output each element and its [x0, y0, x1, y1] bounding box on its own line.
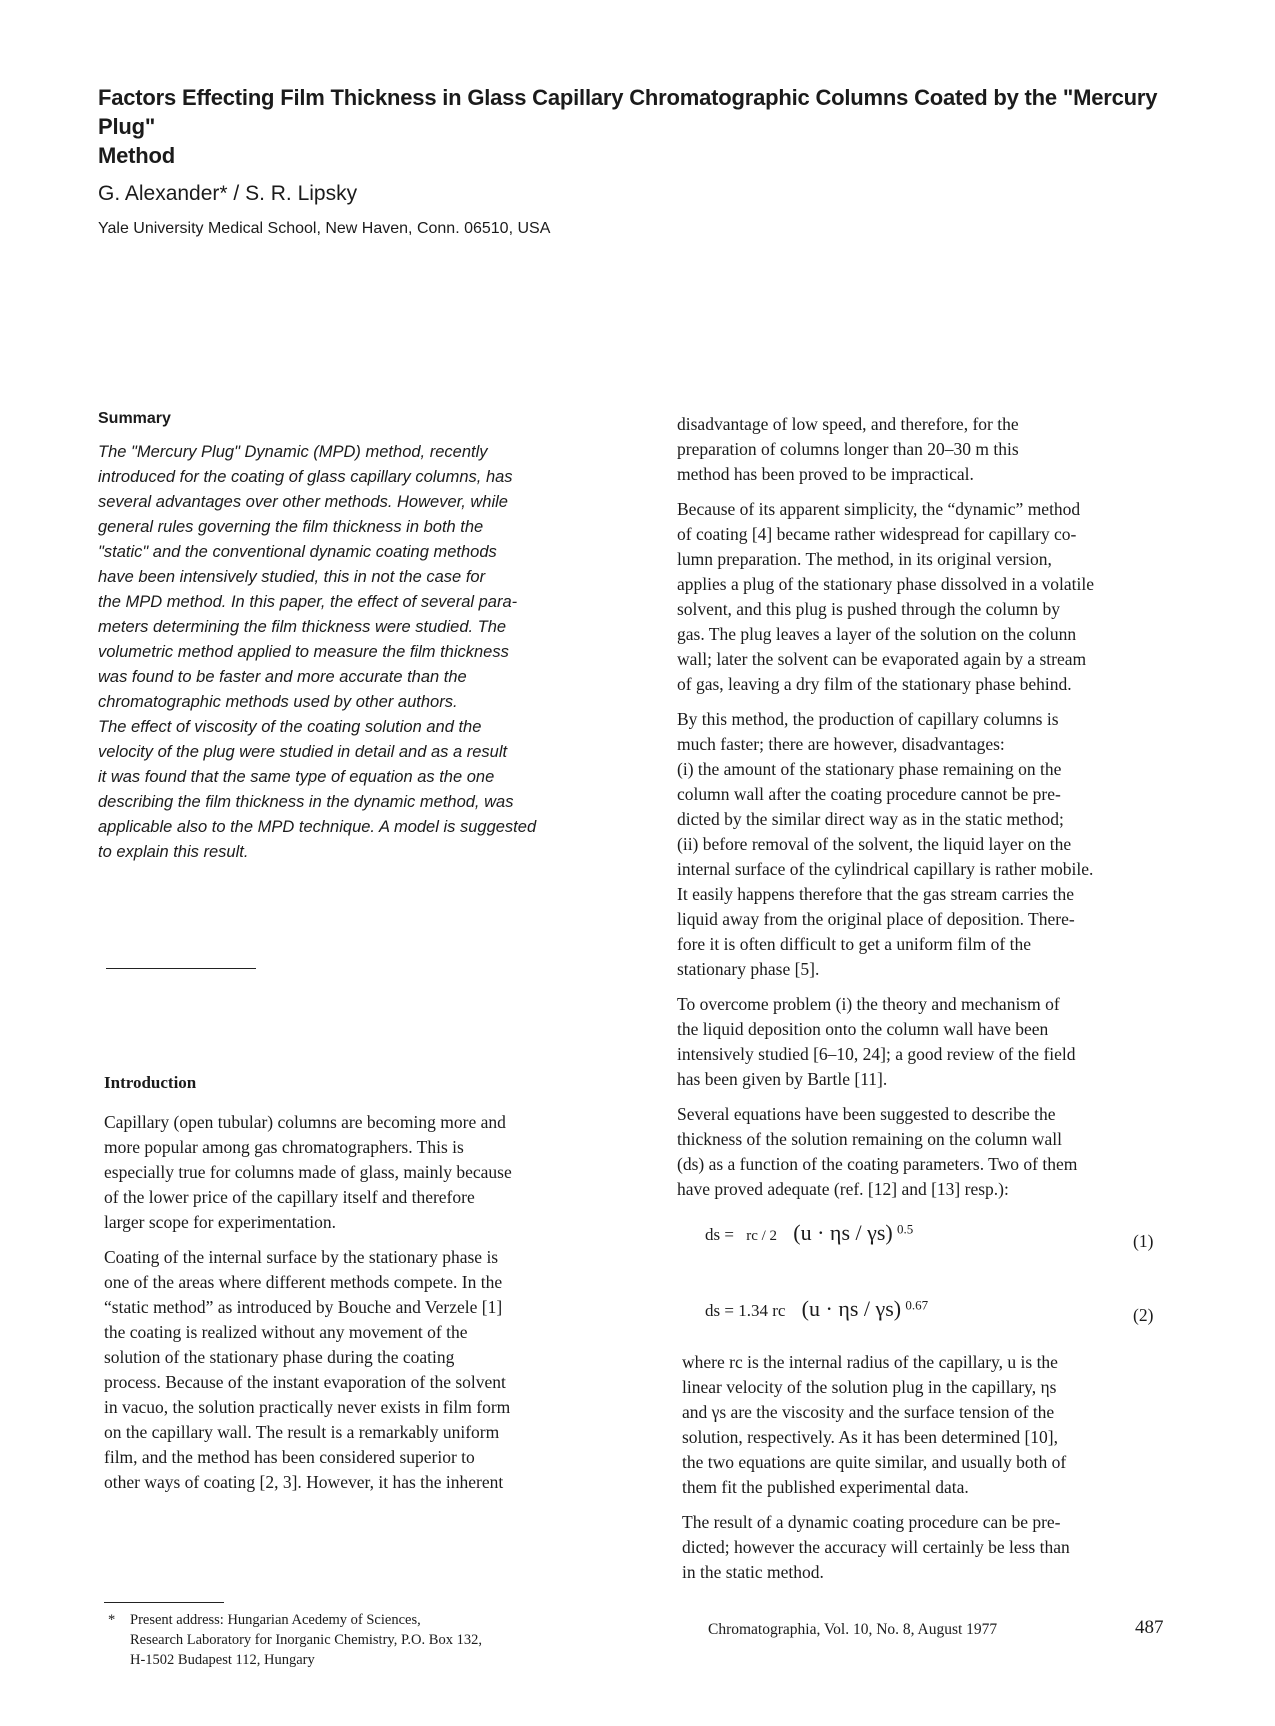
paragraph	[677, 1102, 1197, 1202]
intro-paragraph-2	[104, 1245, 624, 1495]
page-number: 487	[1135, 1617, 1164, 1638]
equation-body: (u · ηs / γs)	[801, 1296, 902, 1321]
introduction-heading: Introduction	[104, 1073, 197, 1092]
text-line: stationary phase [5].	[677, 959, 820, 979]
equation-2-number: (2)	[1133, 1305, 1154, 1325]
affiliation: Yale University Medical School, New Haven, Conn. 06510, USA	[98, 220, 551, 237]
summary-line: velocity of the plug were studied in detail and as a result	[98, 743, 508, 761]
text-line: thickness of the solution remaining on the column wall	[677, 1129, 1062, 1149]
text-line: has been given by Bartle [11].	[677, 1069, 888, 1089]
text-line: gas. The plug leaves a layer of the solution on the colunn	[677, 624, 1077, 644]
text-line: other ways of coating [2, 3]. However, it has the inherent	[104, 1472, 504, 1492]
text-line: solution of the stationary phase during the coating	[104, 1347, 455, 1367]
text-line: Capillary (open tubular) columns are becoming more and	[104, 1112, 506, 1132]
text-line: and γs are the viscosity and the surface tension of the	[682, 1402, 1055, 1422]
intro-paragraph-1	[104, 1110, 624, 1235]
article-title	[98, 83, 1198, 170]
text-line: where rc is the internal radius of the capillary, u is the	[682, 1352, 1058, 1372]
summary-line: general rules governing the film thickness in both the	[98, 518, 484, 536]
summary-heading: Summary	[98, 410, 171, 427]
text-line: of coating [4] became rather widespread for capillary co-	[677, 524, 1077, 544]
paragraph	[677, 497, 1197, 697]
text-line: fore it is often difficult to get a uniform film of the	[677, 934, 1031, 954]
text-line: “static method” as introduced by Bouche and Verzele [1]	[104, 1297, 503, 1317]
text-line: internal surface of the cylindrical capillary is rather mobile.	[677, 859, 1094, 879]
text-line: It easily happens therefore that the gas stream carries the	[677, 884, 1074, 904]
text-line: liquid away from the original place of deposition. There-	[677, 909, 1075, 929]
paragraph	[682, 1350, 1202, 1500]
text-line: much faster; there are however, disadvantages:	[677, 734, 1005, 754]
text-line: one of the areas where different methods compete. In the	[104, 1272, 503, 1292]
text-line: Because of its apparent simplicity, the “dynamic” method	[677, 499, 1081, 519]
title-line: Factors Effecting Film Thickness in Glass Capillary Chromatographic Columns Coated by the "Mercury Plug"	[98, 85, 1158, 139]
text-line: them fit the published experimental data.	[682, 1477, 969, 1497]
text-line: in the static method.	[682, 1562, 824, 1582]
summary-divider	[106, 968, 256, 969]
paragraph	[677, 707, 1197, 982]
right-column-lower	[682, 1350, 1202, 1585]
summary-line: The "Mercury Plug" Dynamic (MPD) method, recently	[98, 443, 488, 461]
right-column-body	[677, 412, 1197, 1202]
text-line: intensively studied [6–10, 24]; a good review of the field	[677, 1044, 1076, 1064]
summary-line: The effect of viscosity of the coating solution and the	[98, 718, 482, 736]
text-line: method has been proved to be impractical.	[677, 464, 974, 484]
summary-line: volumetric method applied to measure the film thickness	[98, 643, 509, 661]
summary-line: several advantages over other methods. However, while	[98, 493, 508, 511]
summary-line: chromatographic methods used by other authors.	[98, 693, 458, 711]
equation-lhs: ds = 1.34 rc	[705, 1301, 786, 1320]
summary-line: meters determining the film thickness were studied. The	[98, 618, 507, 636]
text-line: solvent, and this plug is pushed through the column by	[677, 599, 1061, 619]
equation-body: (u · ηs / γs)	[793, 1220, 893, 1245]
text-line: larger scope for experimentation.	[104, 1212, 336, 1232]
left-column-body	[104, 1110, 624, 1495]
text-line: the liquid deposition onto the column wall have been	[677, 1019, 1049, 1039]
text-line: process. Because of the instant evaporation of the solvent	[104, 1372, 506, 1392]
equation-lhs: ds =	[705, 1225, 734, 1244]
paragraph	[677, 412, 1197, 487]
text-line: By this method, the production of capillary columns is	[677, 709, 1059, 729]
authors: G. Alexander* / S. R. Lipsky	[98, 182, 358, 205]
equation-exponent: 0.5	[896, 1221, 914, 1237]
text-line: film, and the method has been considered superior to	[104, 1447, 475, 1467]
text-line: dicted; however the accuracy will certainly be less than	[682, 1537, 1070, 1557]
text-line: preparation of columns longer than 20–30 m this	[677, 439, 1019, 459]
equation-1	[705, 1220, 913, 1246]
text-line: more popular among gas chromatographers. This is	[104, 1137, 464, 1157]
summary-line: describing the film thickness in the dynamic method, was	[98, 793, 514, 811]
text-line: solution, respectively. As it has been determined [10],	[682, 1427, 1058, 1447]
text-line: column wall after the coating procedure cannot be pre-	[677, 784, 1061, 804]
text-line: (i) the amount of the stationary phase remaining on the	[677, 759, 1062, 779]
summary-line: applicable also to the MPD technique. A model is suggested	[98, 818, 537, 836]
footnote-line: Present address: Hungarian Acedemy of Sciences,	[130, 1612, 421, 1628]
footnote-divider	[104, 1602, 224, 1603]
text-line: applies a plug of the stationary phase dissolved in a volatile	[677, 574, 1094, 594]
journal-citation: Chromatographia, Vol. 10, No. 8, August 1977	[708, 1621, 998, 1638]
summary-line: the MPD method. In this paper, the effect of several para-	[98, 593, 518, 611]
paragraph	[682, 1510, 1202, 1585]
text-line: (ii) before removal of the solvent, the liquid layer on the	[677, 834, 1072, 854]
equation-exponent: 0.67	[905, 1297, 929, 1313]
text-line: wall; later the solvent can be evaporated again by a stream	[677, 649, 1087, 669]
text-line: To overcome problem (i) the theory and mechanism of	[677, 994, 1060, 1014]
summary-line: introduced for the coating of glass capillary columns, has	[98, 468, 513, 486]
footnote	[108, 1610, 482, 1670]
text-line: have proved adequate (ref. [12] and [13] resp.):	[677, 1179, 1009, 1199]
summary-text	[98, 440, 618, 865]
text-line: disadvantage of low speed, and therefore, for the	[677, 414, 1019, 434]
summary-line: "static" and the conventional dynamic coating methods	[98, 543, 497, 561]
footnote-line: Research Laboratory for Inorganic Chemistry, P.O. Box 132,	[130, 1632, 482, 1648]
text-line: Coating of the internal surface by the stationary phase is	[104, 1247, 499, 1267]
footnote-line: H-1502 Budapest 112, Hungary	[130, 1652, 315, 1668]
equation-2	[705, 1296, 928, 1322]
summary-line: it was found that the same type of equation as the one	[98, 768, 495, 786]
text-line: the two equations are quite similar, and usually both of	[682, 1452, 1067, 1472]
text-line: (ds) as a function of the coating parameters. Two of them	[677, 1154, 1078, 1174]
summary-line: was found to be faster and more accurate than the	[98, 668, 467, 686]
text-line: of gas, leaving a dry film of the stationary phase behind.	[677, 674, 1072, 694]
paragraph	[677, 992, 1197, 1092]
text-line: the coating is realized without any movement of the	[104, 1322, 468, 1342]
text-line: on the capillary wall. The result is a remarkably uniform	[104, 1422, 500, 1442]
equation-coefficient: rc / 2	[746, 1228, 778, 1245]
text-line: linear velocity of the solution plug in the capillary, ηs	[682, 1377, 1057, 1397]
footnote-marker: *	[108, 1612, 116, 1628]
summary-line: to explain this result.	[98, 843, 249, 861]
text-line: The result of a dynamic coating procedure can be pre-	[682, 1512, 1061, 1532]
equation-1-number: (1)	[1133, 1231, 1154, 1251]
text-line: especially true for columns made of glass, mainly because	[104, 1162, 512, 1182]
title-line: Method	[98, 143, 176, 168]
text-line: in vacuo, the solution practically never exists in film form	[104, 1397, 511, 1417]
text-line: of the lower price of the capillary itself and therefore	[104, 1187, 475, 1207]
text-line: Several equations have been suggested to describe the	[677, 1104, 1056, 1124]
text-line: dicted by the similar direct way as in the static method;	[677, 809, 1064, 829]
text-line: lumn preparation. The method, in its original version,	[677, 549, 1052, 569]
summary-line: have been intensively studied, this in not the case for	[98, 568, 486, 586]
